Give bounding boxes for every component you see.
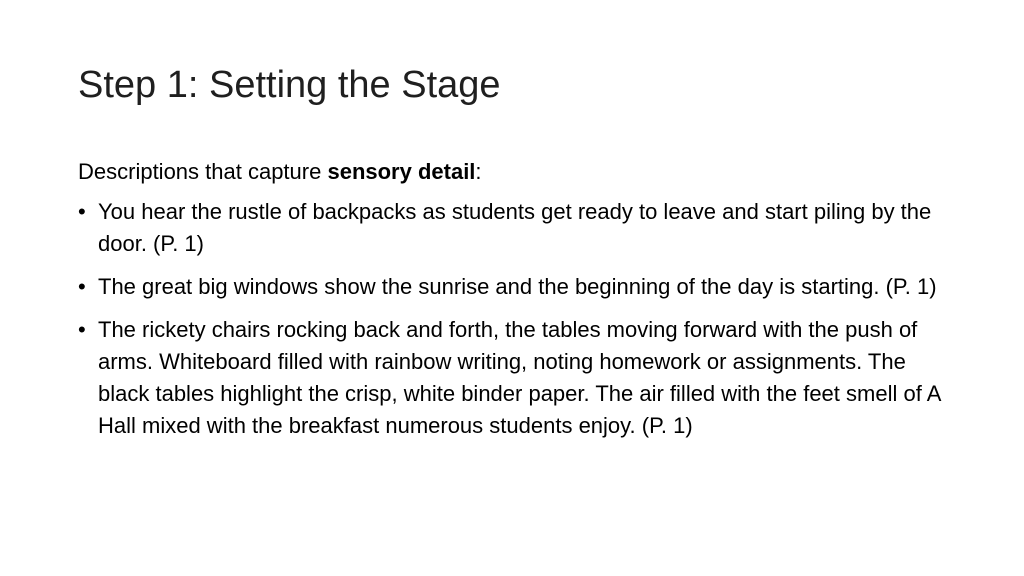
bullet-item: [78, 196, 948, 260]
intro-line: [78, 156, 948, 188]
slide-title: Step 1: Setting the Stage: [78, 64, 501, 106]
slide-body: [78, 156, 948, 453]
intro-emphasis: sensory detail: [327, 159, 476, 184]
bullet-list: [78, 196, 948, 442]
bullet-text: The great big windows show the sunrise and the beginning of the day is starting. (P. 1): [98, 274, 937, 299]
bullet-item: [78, 314, 948, 442]
bullet-dot-icon: •: [78, 199, 86, 224]
intro-prefix: Descriptions that capture: [78, 159, 328, 184]
bullet-text: The rickety chairs rocking back and forth, the tables moving forward with the push of arms. Whiteboard filled with rainbow writing, noting homework or assignments. The black tables highlight the crisp, white binder paper. The air filled with the feet smell of A Hall mixed with the breakfast numerous students enjoy. (P. 1): [98, 317, 941, 438]
bullet-dot-icon: •: [78, 317, 86, 342]
bullet-dot-icon: •: [78, 274, 86, 299]
bullet-text: You hear the rustle of backpacks as students get ready to leave and start piling by the door. (P. 1): [98, 199, 932, 256]
intro-suffix: :: [475, 159, 482, 184]
bullet-item: [78, 271, 948, 303]
